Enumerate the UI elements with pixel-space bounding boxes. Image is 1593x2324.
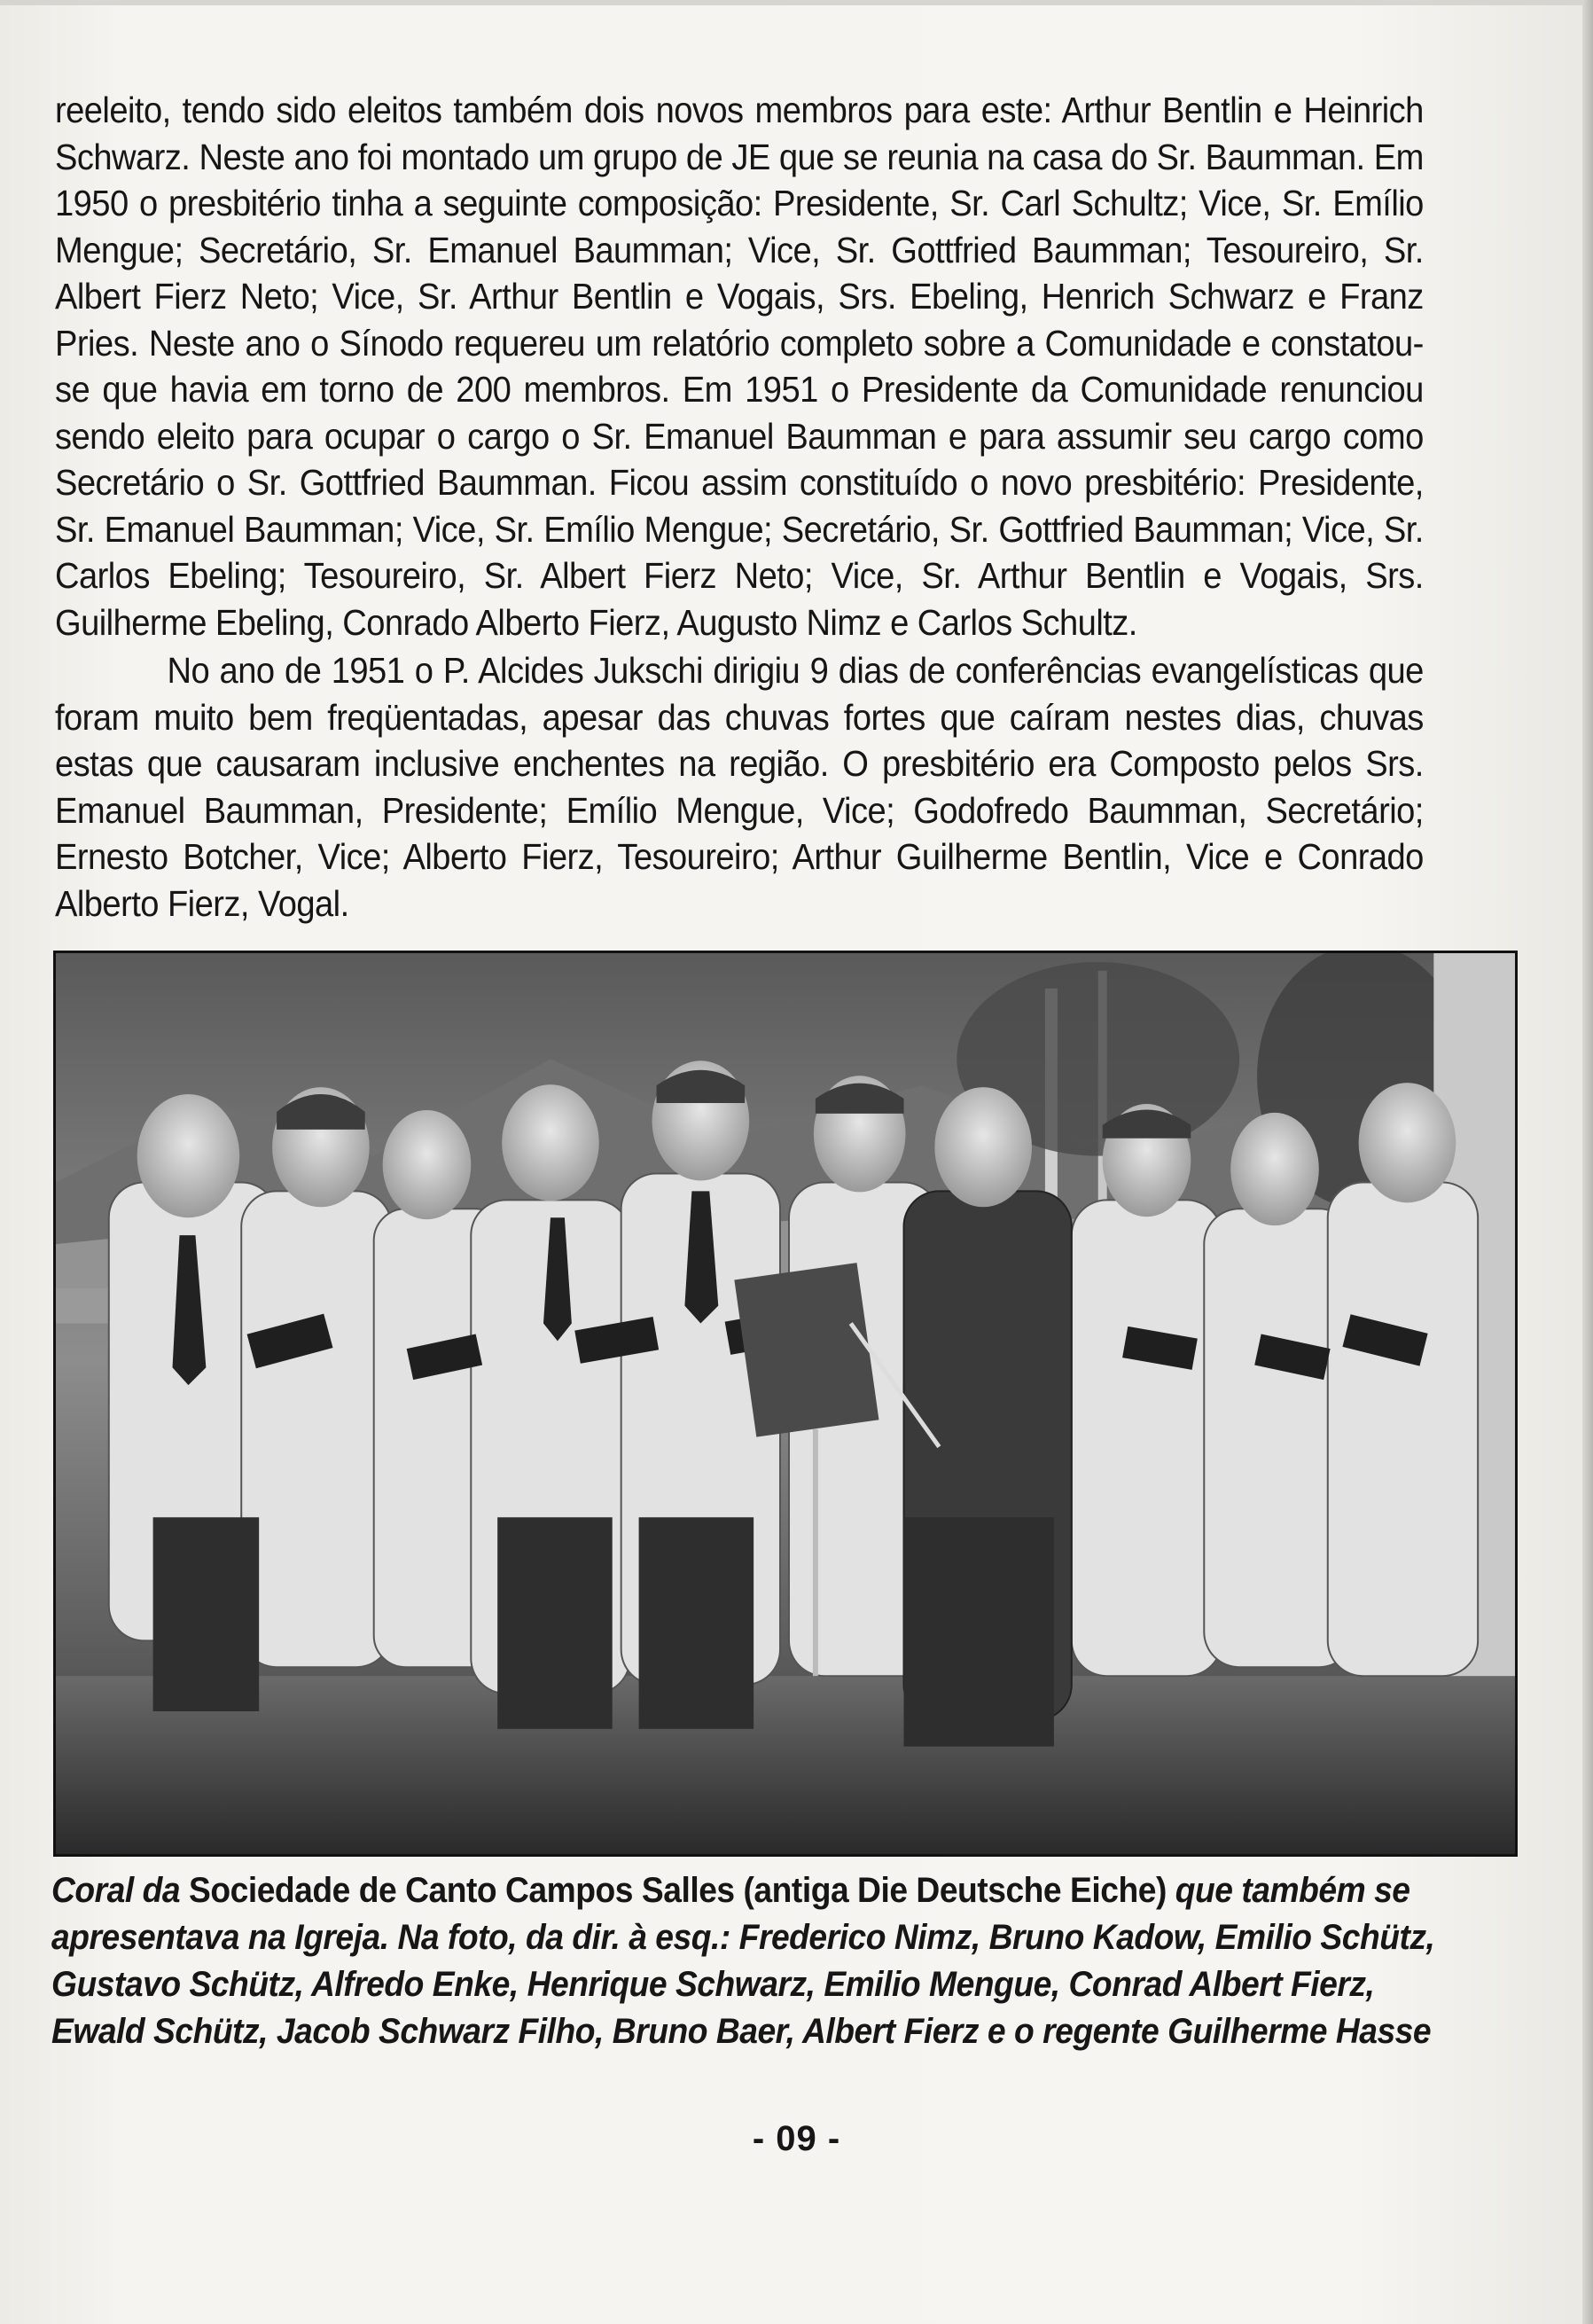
photo-caption — [51, 1867, 1436, 2055]
caption-part-2: da — [133, 1871, 189, 1910]
caption-part-4: que também se apresentava na Igreja. Na foto, da dir. à esq.: Frederico Nimz, Bruno Kadow, Emilio Schütz, Gustavo Schütz, Alfredo Enke, Henrique Schwarz, Emilio Mengue, Conrad Albert Fierz, Ewald Schütz, Jacob Schwarz Filho, Bruno Baer, Albert Fierz e o regente Guilherme Hasse — [51, 1871, 1435, 2051]
caption-part-3: Sociedade de Canto Campos Salles (antiga Die Deutsche Eiche) — [188, 1871, 1167, 1910]
page-top-edge — [0, 0, 1593, 5]
page-number: - 09 - — [752, 2119, 841, 2158]
choir-photo-illustration — [56, 953, 1515, 1854]
body-text — [55, 87, 1424, 927]
paragraph-2: No ano de 1951 o P. Alcides Jukschi dirigiu 9 dias de conferências evangelísticas que foram muito bem freqüentadas, apesar das chuvas fortes que caíram nestes dias, chuvas estas que causaram inclusive enchentes na região. O presbitério era Composto pelos Srs. Emanuel Baumman, Presidente; Emílio Mengue, Vice; Godofredo Baumman, Secretário; Ernesto Botcher, Vice; Alberto Fierz, Tesoureiro; Arthur Guilherme Bentlin, Vice e Conrado Alberto Fierz, Vogal. — [55, 650, 1424, 924]
caption-part-1: Coral — [51, 1871, 134, 1910]
choir-photo — [53, 951, 1518, 1857]
page-right-edge — [1582, 0, 1593, 2324]
paragraph-1: reeleito, tendo sido eleitos também dois novos membros para este: Arthur Bentlin e Heinrich Schwarz. Neste ano foi montado um grupo de JE que se reunia na casa do Sr. Baumman. Em 1950 o presbitério tinha a seguinte composição: Presidente, Sr. Carl Schultz; Vice, Sr. Emílio Mengue; Secretário, Sr. Emanuel Baumman; Vice, Sr. Gottfried Baumman; Tesoureiro, Sr. Albert Fierz Neto; Vice, Sr. Arthur Bentlin e Vogais, Srs. Ebeling, Henrich Schwarz e Franz Pries. Neste ano o Sínodo requereu um relatório completo sobre a Comunidade e constatou-se que havia em torno de 200 membros. Em 1951 o Presidente da Comunidade renunciou sendo eleito para ocupar o cargo o Sr. Emanuel Baumman e para assumir seu cargo como Secretário o Sr. Gottfried Baumman. Ficou assim constituído o novo presbitério: Presidente, Sr. Emanuel Baumman; Vice, Sr. Emílio Mengue; Secretário, Sr. Gottfried Baumman; Vice, Sr. Carlos Ebeling; Tesoureiro, Sr. Albert Fierz Neto; Vice, Sr. Arthur Bentlin e Vogais, Srs. Guilherme Ebeling, Conrado Alberto Fierz, Augusto Nimz e Carlos Schultz. — [55, 90, 1424, 643]
